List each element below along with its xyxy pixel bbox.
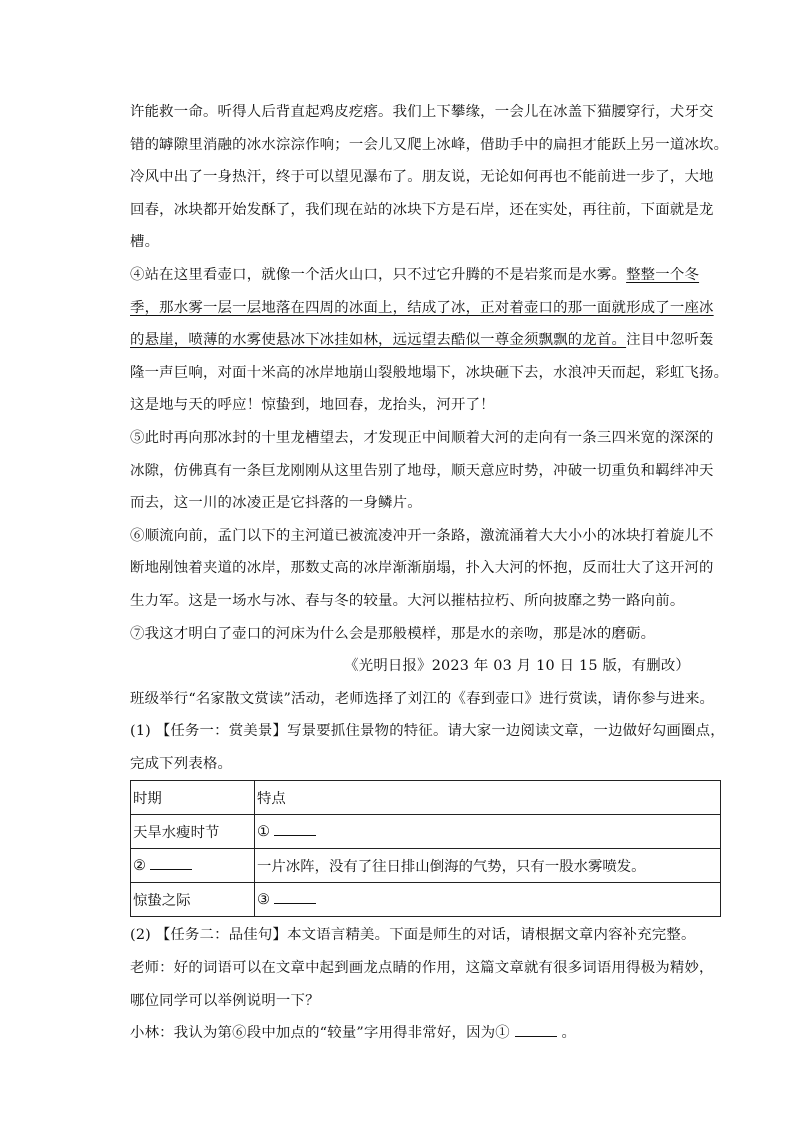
table-row: [131, 849, 721, 883]
table-cell-blank[interactable]: [255, 883, 721, 917]
student-text: 小林：我认为第⑥段中加点的“较量”字用得非常好，因为①: [130, 1025, 510, 1042]
table-header-cell: 时期: [131, 781, 255, 815]
paragraph-7: ⑦我这才明白了壶口的河床为什么会是那般模样，那是水的亲吻，那是冰的磨砺。: [130, 625, 656, 642]
task-1-line-2: 完成下列表格。: [130, 755, 233, 772]
table-header-cell: 特点: [255, 781, 721, 815]
question-intro: 班级举行“名家散文赏读”活动，老师选择了刘江的《春到壶口》进行赏读，请你参与进来。: [130, 690, 715, 707]
source-citation: 《光明日报》2023 年 03 月 10 日 15 版，有删改）: [344, 658, 690, 675]
student-line: [130, 1017, 690, 1050]
answer-blank[interactable]: [274, 891, 316, 904]
table-cell: 惊蛰之际: [131, 883, 255, 917]
paragraph-6-line-1: ⑥顺流向前，孟门以下的主河道已被流凌冲开一条路，激流涌着大大小小的冰块打着旋儿不: [130, 527, 714, 544]
paragraph-6-line-3: 生力军。这是一场水与冰、春与冬的较量。大河以摧枯拉朽、所向披靡之势一路向前。: [130, 592, 685, 609]
text: ④站在这里看壶口，就像一个活火山口，只不过它升腾的不是岩浆而是水雾。: [130, 266, 627, 283]
answer-blank[interactable]: [515, 1024, 557, 1037]
paragraph-4-line-4: 隆一声巨响，对面十米高的冰岸地崩山裂般地塌下，冰块砸下去，水浪冲天而起，彩虹飞扬。: [130, 364, 729, 381]
task-1-line-1: (1) 【任务一：赏美景】写景要抓住景物的特征。请大家一边阅读文章，一边做好勾画圈点，: [130, 723, 725, 740]
blank-number: ②: [133, 858, 146, 875]
paragraph-5-line-1: ⑤此时再向那冰封的十里龙槽望去，才发现正中间顺着大河的走向有一条三四米宽的深深的: [130, 429, 714, 446]
paragraph-5-line-3: 而去，这一川的冰凌正是它抖落的一身鳞片。: [130, 495, 422, 512]
paragraph-3-line-1: 许能救一命。听得人后背直起鸡皮疙瘩。我们上下攀缘，一会儿在冰盖下猫腰穿行，犬牙交: [130, 104, 714, 120]
table-header-row: [131, 781, 721, 815]
text: 注目中忽听轰: [626, 332, 714, 349]
teacher-line-2: 哪位同学可以举例说明一下？: [130, 992, 320, 1009]
paragraph-3-line-4: 回春，冰块都开始发酥了，我们现在站的冰块下方是石岸，还在实处，再往前，下面就是龙: [130, 201, 714, 218]
paragraph-3-line-3: 冷风中出了一身热汗，终于可以望见瀑布了。朋友说，无论如何再也不能前进一步了，大地: [130, 169, 714, 186]
teacher-line-1: 老师：好的词语可以在文章中起到画龙点睛的作用，这篇文章就有很多词语用得极为精妙，: [130, 960, 714, 977]
table-row: [131, 883, 721, 917]
table-cell-blank[interactable]: [255, 815, 721, 849]
paragraph-4-line-5: 这是地与天的呼应！惊蛰到，地回春，龙抬头，河开了！: [130, 397, 495, 414]
document-page: [130, 96, 729, 1050]
underlined-sentence: 的悬崖，喷薄的水雾使悬冰下冰挂如林，远远望去酷似一尊金须飘飘的龙首。: [130, 332, 627, 349]
paragraph-6-line-2: 断地剐蚀着夹道的冰岸，那数丈高的冰岸渐渐崩塌，扑入大河的怀抱，反而壮大了这开河的: [130, 560, 714, 577]
article-paragraph-3-continued: [130, 96, 729, 259]
answer-blank[interactable]: [274, 823, 316, 836]
answer-blank[interactable]: [150, 857, 192, 870]
paragraph-5-line-2: 冰隙，仿佛真有一条巨龙刚刚从这里告别了地母，顺天意应时势，冲破一切重负和羁绊冲天: [130, 462, 714, 479]
table-row: [131, 815, 721, 849]
features-table: [130, 780, 721, 917]
paragraph-4-line-3: [130, 324, 714, 357]
blank-number: ③: [257, 892, 270, 909]
paragraph-3-line-2: 错的罅隙里消融的冰水淙淙作响；一会儿又爬上冰峰，借助手中的扁担才能跃上另一道冰坎。: [130, 136, 729, 153]
table-cell: 天旱水瘦时节: [131, 815, 255, 849]
task-2: (2) 【任务二：品佳句】本文语言精美。下面是师生的对话，请根据文章内容补充完整。: [130, 927, 696, 944]
table-cell: 一片冰阵，没有了往日排山倒海的气势，只有一股水雾喷发。: [255, 849, 721, 883]
student-text-end: 。: [561, 1025, 577, 1042]
paragraph-3-line-5: 槽。: [130, 234, 160, 251]
paragraph-4-line-2: 季，那水雾一层一层地落在四周的冰面上，结成了冰，正对着壶口的那一面就形成了一座冰: [130, 299, 714, 316]
paragraph-4-line-1: [130, 259, 700, 292]
table-cell-blank[interactable]: [131, 849, 255, 883]
underlined-sentence: 整整一个冬: [626, 266, 700, 283]
blank-number: ①: [257, 824, 270, 841]
